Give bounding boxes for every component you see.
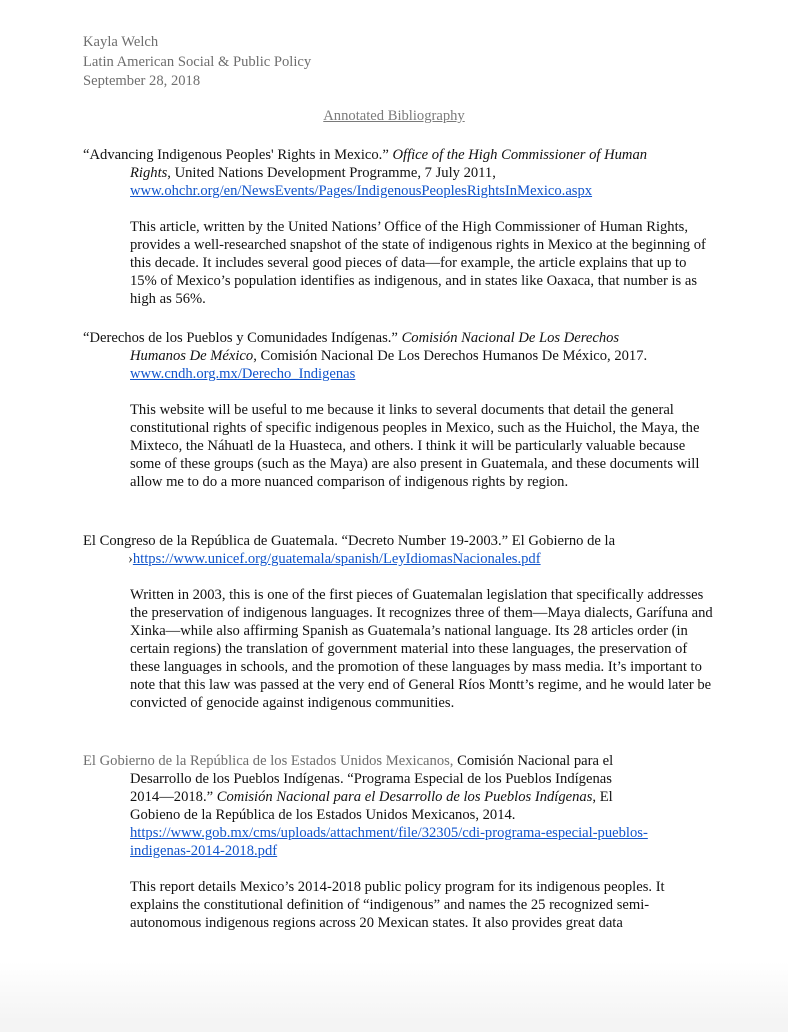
document-date: September 28, 2018 [83, 73, 201, 89]
citation-line: “Advancing Indigenous Peoples' Rights in Mexico.” Office of the High Commissioner of Human [83, 147, 648, 163]
citation-line: Desarrollo de los Pueblos Indígenas. “Programa Especial de los Pueblos Indígenas [130, 771, 612, 787]
bibliography-entry-4 [83, 752, 713, 932]
citation-link[interactable]: www.ohchr.org/en/NewsEvents/Pages/IndigenousPeoplesRightsInMexico.aspx [130, 183, 593, 199]
citation-link[interactable]: www.cndh.org.mx/Derecho_Indigenas [130, 366, 356, 382]
citation-line: 2014—2018.” Comisión Nacional para el Desarrollo de los Pueblos Indígenas, El [130, 789, 613, 805]
annotation-paragraph: This report details Mexico’s 2014-2018 public policy program for its indigenous peoples. It explains the constitutional definition of “indigenous” and names the 25 recognized semi-autonomous indigenous regions across 20 Mexican states. It also provides great data [130, 879, 665, 931]
citation-line: Gobieno de la República de los Estados Unidos Mexicanos, 2014. [130, 807, 516, 823]
annotation-paragraph: This website will be useful to me because it links to several documents that detail the general constitutional rights of specific indigenous peoples in Mexico, such as the Huichol, the Maya, the Mixteco, the Náhuatl de la Huasteca, and others. I think it will be particularly valuable because some of these groups (such as the Maya) are also present in Guatemala, and these documents will allow me to do a more nuanced comparison of indigenous rights by region. [130, 402, 700, 490]
citation-line: “Derechos de los Pueblos y Comunidades Indígenas.” Comisión Nacional De Los Derechos [83, 330, 620, 346]
citation-link-continued[interactable]: indigenas-2014-2018.pdf [130, 843, 278, 859]
citation-link[interactable]: https://www.gob.mx/cms/uploads/attachment/file/32305/cdi-programa-especial-pueblos- [130, 825, 648, 841]
page-bottom-fade [0, 962, 788, 1032]
citation-line: El Congreso de la República de Guatemala. “Decreto Number 19-2003.” El Gobierno de la [83, 533, 616, 549]
citation-link[interactable]: https://www.unicef.org/guatemala/spanish/LeyIdiomasNacionales.pdf [132, 551, 541, 567]
course-name: Latin American Social & Public Policy [83, 53, 312, 70]
citation-line: Humanos De México, Comisión Nacional De Los Derechos Humanos De México, 2017. [130, 348, 648, 364]
bibliography-entry-3 [83, 532, 713, 712]
bibliography-entry-1 [83, 146, 713, 308]
text-clip-mark: › [128, 551, 133, 567]
citation-line: Rights, United Nations Development Programme, 7 July 2011, [130, 165, 496, 181]
document-header [83, 33, 311, 92]
bibliography-entry-2 [83, 329, 713, 491]
page-title: Annotated Bibliography [323, 108, 465, 124]
annotation-paragraph: Written in 2003, this is one of the first pieces of Guatemalan legislation that specifically addresses the preservation of indigenous languages. It recognizes three of them—Maya dialects, Garífuna and Xinka—while also affirming Spanish as Guatemala’s national language. Its 28 articles order (in certain regions) the translation of government material into these languages, the preservation of these languages in schools, and the promotion of these languages by mass media. It’s important to note that this law was passed at the very end of General Ríos Montt’s regime, and he would later be convicted of genocide against indigenous communities. [130, 587, 713, 711]
annotation-paragraph: This article, written by the United Nations’ Office of the High Commissioner of Human Rights, provides a well-researched snapshot of the state of indigenous rights in Mexico at the beginning of this decade. It includes several good pieces of data—for example, the article explains that up to 15% of Mexico’s population identifies as indigenous, and in states like Oaxaca, that number is as high as 56%. [130, 219, 706, 307]
citation-line: El Gobierno de la República de los Estados Unidos Mexicanos, Comisión Nacional para el [83, 753, 614, 769]
author-name: Kayla Welch [83, 34, 159, 50]
